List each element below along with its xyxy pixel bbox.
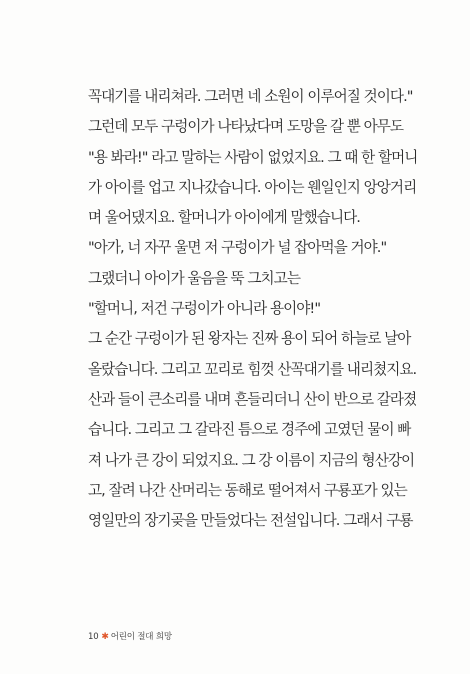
text-line: 가 아이를 업고 지나갔습니다. 아이는 웬일인지 앙앙거리 bbox=[88, 178, 417, 196]
text-line: 그 순간 구렁이가 된 왕자는 진짜 용이 되어 하늘로 날아 bbox=[88, 330, 411, 348]
asterisk-icon: ✱ bbox=[101, 632, 109, 642]
page-footer bbox=[88, 629, 172, 645]
text-line: "아가, 너 자꾸 울면 저 구렁이가 널 잡아먹을 거야." bbox=[88, 239, 387, 257]
text-line: 그런데 모두 구렁이가 나타났다며 도망을 갈 뿐 아무도 bbox=[88, 118, 404, 136]
page-number: 10 bbox=[88, 632, 99, 642]
text-line: "용 봐라!" 라고 말하는 사람이 없었지요. 그 때 한 할머니 bbox=[88, 148, 418, 166]
text-line: 산과 들이 큰소리를 내며 흔들리더니 산이 반으로 갈라졌 bbox=[88, 390, 417, 408]
text-line: 올랐습니다. 그리고 꼬리로 힘껏 산꼭대기를 내리쳤지요. bbox=[88, 360, 417, 378]
text-line: "할머니, 저건 구렁이가 아니라 용이야!" bbox=[88, 300, 321, 318]
text-line: 져 나가 큰 강이 되었지요. 그 강 이름이 지금의 형산강이 bbox=[88, 451, 415, 469]
text-line: 며 울어댔지요. 할머니가 아이에게 말했습니다. bbox=[88, 209, 360, 227]
text-line: 고, 잘려 나간 산머리는 동해로 떨어져서 구룡포가 있는 bbox=[88, 481, 407, 499]
body-text bbox=[88, 82, 418, 536]
text-line: 영일만의 장기곶을 만들었다는 전설입니다. 그래서 구룡 bbox=[88, 512, 413, 530]
text-line: 습니다. 그리고 그 갈라진 틈으로 경주에 고였던 물이 빠 bbox=[88, 421, 411, 439]
text-line: 그랬더니 아이가 울음을 뚝 그치고는 bbox=[88, 269, 300, 287]
running-title: 어린이 절대 희망 bbox=[110, 632, 172, 642]
text-line: 꼭대기를 내리쳐라. 그러면 네 소원이 이루어질 것이다." bbox=[88, 88, 413, 105]
